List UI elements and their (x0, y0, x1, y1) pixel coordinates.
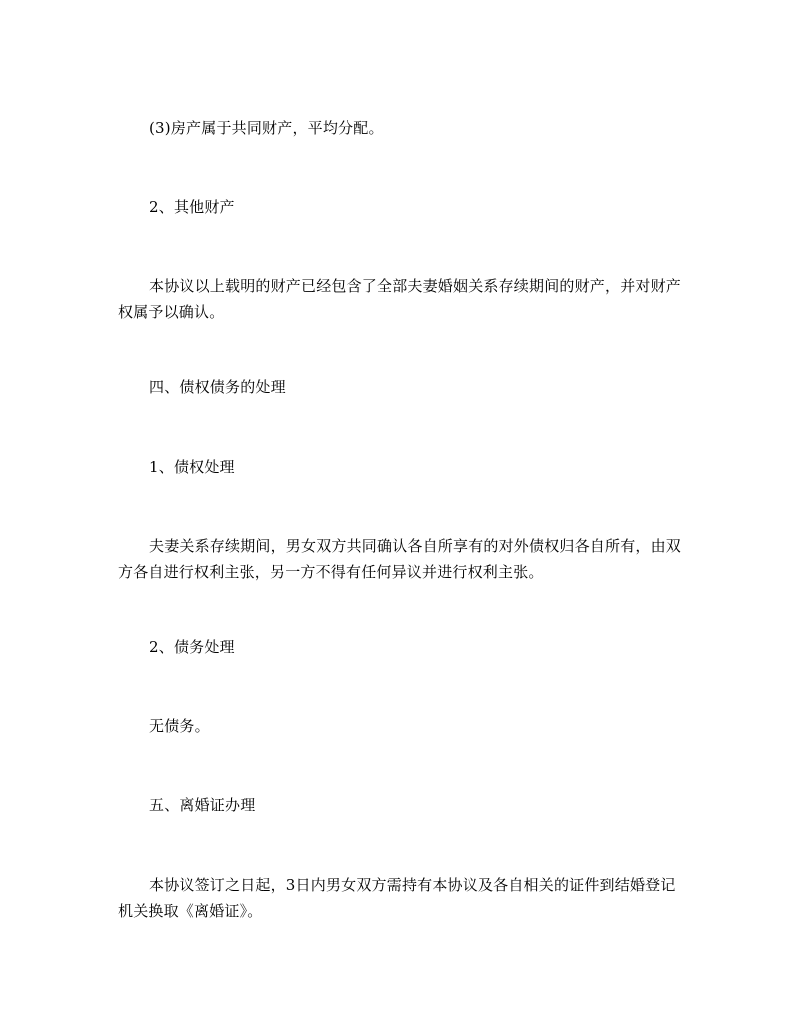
heading-other-property: 2、其他财产 (149, 198, 235, 216)
heading-section-five-divorce-certificate: 五、离婚证办理 (149, 796, 256, 814)
heading-section-four-debts: 四、债权债务的处理 (149, 378, 286, 396)
heading-creditor-rights: 1、债权处理 (149, 458, 235, 476)
paragraph-property-clause-3: (3)房产属于共同财产，平均分配。 (149, 119, 384, 137)
paragraph-divorce-certificate: 本协议签订之日起，3日内男女双方需持有本协议及各自相关的证件到结婚登记机关换取《离婚证》。 (118, 876, 676, 920)
paragraph-property-confirmation: 本协议以上载明的财产已经包含了全部夫妻婚姻关系存续期间的财产，并对财产权属予以确认。 (118, 277, 682, 321)
paragraph-no-debt: 无债务。 (149, 717, 210, 735)
heading-debt-handling: 2、债务处理 (149, 638, 235, 656)
paragraph-creditor-rights: 夫妻关系存续期间，男女双方共同确认各自所享有的对外债权归各自所有，由双方各自进行权利主张，另一方不得有任何异议并进行权利主张。 (118, 537, 682, 581)
